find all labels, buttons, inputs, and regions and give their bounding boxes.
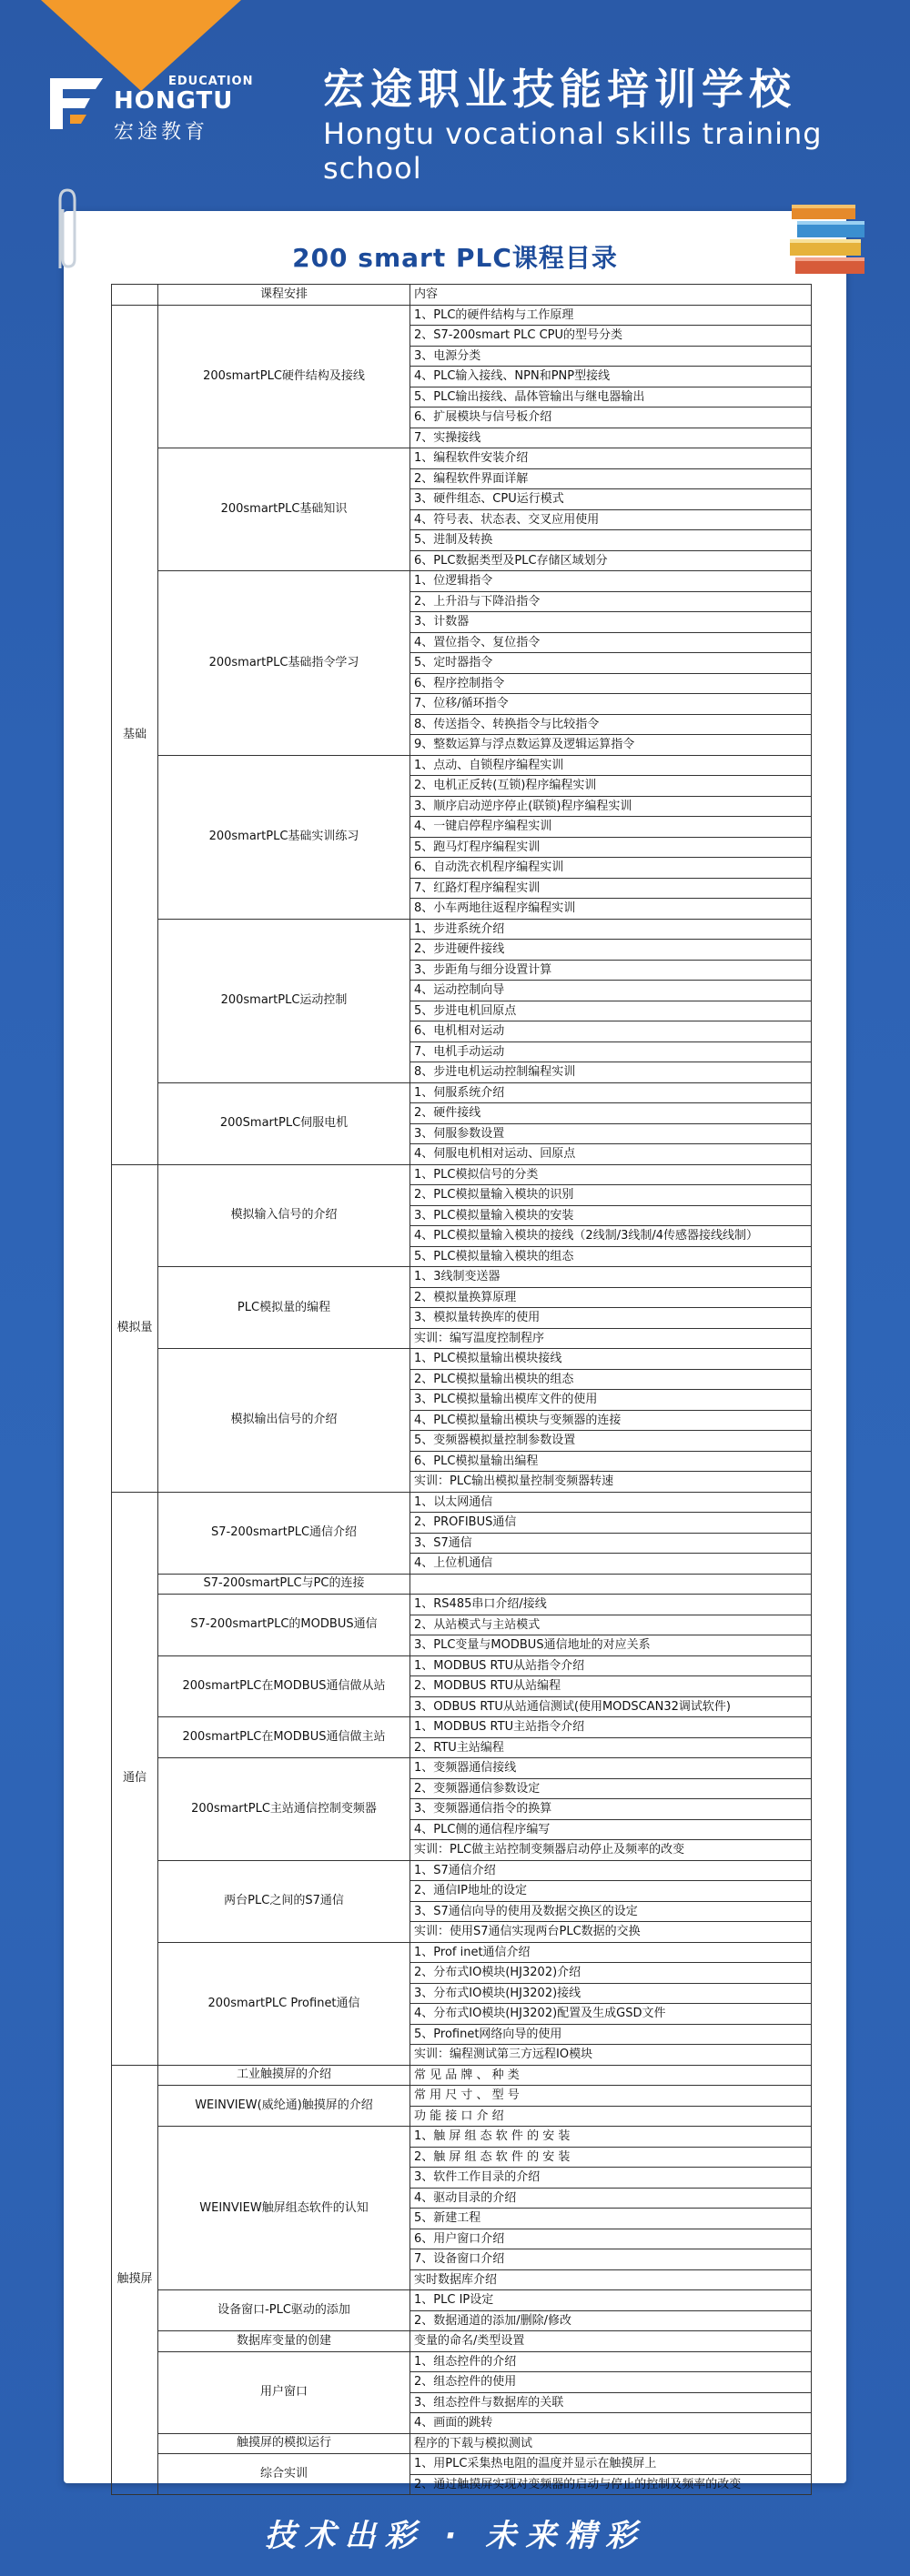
- content-item-cell: 2、变频器通信参数设定: [410, 1778, 812, 1799]
- content-item-cell: 3、ODBUS RTU从站通信测试(使用MODSCAN32调试软件): [410, 1696, 812, 1717]
- content-item-cell: 3、PLC模拟量输出模库文件的使用: [410, 1390, 812, 1411]
- module-cell: 综合实训: [158, 2454, 410, 2495]
- module-cell: PLC模拟量的编程: [158, 1267, 410, 1349]
- content-item-cell: 4、驱动目录的介绍: [410, 2188, 812, 2209]
- content-item-cell: 2、RTU主站编程: [410, 1737, 812, 1758]
- table-header-row: [112, 285, 812, 306]
- content-item-cell: 功 能 接 口 介 绍: [410, 2106, 812, 2127]
- table-row: [112, 1574, 812, 1595]
- table-row: [112, 1164, 812, 1185]
- content-item-cell: 5、跑马灯程序编程实训: [410, 837, 812, 858]
- content-item-cell: 常 用 尺 寸 、 型 号: [410, 2086, 812, 2107]
- content-item-cell: 1、点动、自锁程序编程实训: [410, 755, 812, 776]
- module-cell: WEINVIEW(威纶通)触摸屏的介绍: [158, 2086, 410, 2127]
- content-item-cell: 5、进制及转换: [410, 530, 812, 551]
- table-row: [112, 1860, 812, 1881]
- content-item-cell: 8、步进电机运动控制编程实训: [410, 1062, 812, 1083]
- content-item-cell: 3、S7通信: [410, 1533, 812, 1554]
- module-cell: 200smartPLC主站通信控制变频器: [158, 1758, 410, 1861]
- table-row: [112, 2331, 812, 2352]
- module-cell: 200smartPLC在MODBUS通信做从站: [158, 1655, 410, 1717]
- content-item-cell: 1、编程软件安装介绍: [410, 448, 812, 469]
- content-item-cell: 实训：PLC做主站控制变频器启动停止及频率的改变: [410, 1840, 812, 1861]
- content-item-cell: 3、硬件组态、CPU运行模式: [410, 489, 812, 510]
- content-item-cell: 程序的下载与模拟测试: [410, 2433, 812, 2454]
- table-row: [112, 1267, 812, 1288]
- content-item-cell: 7、电机手动运动: [410, 1041, 812, 1062]
- content-item-cell: 4、上位机通信: [410, 1554, 812, 1575]
- content-item-cell: 7、红路灯程序编程实训: [410, 878, 812, 899]
- content-item-cell: 7、实操接线: [410, 428, 812, 448]
- content-item-cell: 1、PLC模拟信号的分类: [410, 1164, 812, 1185]
- content-item-cell: 实训：编程测试第三方远程IO模块: [410, 2045, 812, 2066]
- content-item-cell: 2、从站模式与主站模式: [410, 1615, 812, 1635]
- module-cell: 200SmartPLC伺服电机: [158, 1082, 410, 1164]
- content-item-cell: 1、MODBUS RTU主站指令介绍: [410, 1717, 812, 1738]
- table-row: [112, 2086, 812, 2107]
- content-item-cell: 实训：使用S7通信实现两台PLC数据的交换: [410, 1922, 812, 1943]
- module-cell: 模拟输出信号的介绍: [158, 1349, 410, 1493]
- category-cell: 触摸屏: [112, 2065, 158, 2495]
- content-item-cell: 6、自动洗衣机程序编程实训: [410, 858, 812, 879]
- module-cell: 200smartPLC运动控制: [158, 919, 410, 1082]
- header-category-cell: [112, 285, 158, 306]
- content-item-cell: 8、传送指令、转换指令与比较指令: [410, 714, 812, 735]
- content-item-cell: 6、电机相对运动: [410, 1021, 812, 1042]
- table-row: [112, 1349, 812, 1370]
- course-table: [111, 284, 812, 2495]
- content-item-cell: 2、数据通道的添加/删除/修改: [410, 2310, 812, 2331]
- table-row: [112, 1595, 812, 1615]
- course-card: [64, 211, 846, 2491]
- table-row: [112, 1082, 812, 1103]
- content-item-cell: 5、新建工程: [410, 2209, 812, 2229]
- card-title: 200 smart PLC课程目录: [292, 243, 618, 273]
- content-item-cell: 3、S7通信向导的使用及数据交换区的设定: [410, 1901, 812, 1922]
- content-item-cell: 实时数据库介绍: [410, 2269, 812, 2290]
- module-cell: 200smartPLC基础指令学习: [158, 571, 410, 756]
- content-item-cell: 1、伺服系统介绍: [410, 1082, 812, 1103]
- module-cell: 200smartPLC基础知识: [158, 448, 410, 571]
- content-item-cell: 2、通过触摸屏实现对变频器的启动与停止的控制及频率的改变: [410, 2474, 812, 2495]
- table-row: [112, 1942, 812, 1963]
- content-item-cell: 1、以太网通信: [410, 1492, 812, 1513]
- content-item-cell: 4、一键启停程序编程实训: [410, 817, 812, 838]
- table-row: [112, 1655, 812, 1676]
- content-item-cell: 5、PLC输出接线、晶体管输出与继电器输出: [410, 387, 812, 408]
- hongtu-logo-icon: [50, 78, 105, 129]
- content-item-cell: 1、MODBUS RTU从站指令介绍: [410, 1655, 812, 1676]
- books-icon: [783, 196, 874, 282]
- content-item-cell: 变量的命名/类型设置: [410, 2331, 812, 2352]
- logo-education-text: EDUCATION: [168, 75, 254, 88]
- module-cell: S7-200smartPLC的MODBUS通信: [158, 1595, 410, 1656]
- content-item-cell: 实训：PLC输出模拟量控制变频器转速: [410, 1472, 812, 1493]
- table-row: [112, 1492, 812, 1513]
- school-name-en: Hongtu vocational skills training school: [323, 116, 823, 186]
- content-item-cell: 2、组态控件的使用: [410, 2372, 812, 2393]
- module-cell: 用户窗口: [158, 2351, 410, 2433]
- content-item-cell: 6、PLC模拟量输出编程: [410, 1451, 812, 1472]
- school-name-cn: 宏途职业技能培训学校: [323, 65, 796, 114]
- content-item-cell: 4、PLC侧的通信程序编写: [410, 1819, 812, 1840]
- content-item-cell: 4、伺服电机相对运动、回原点: [410, 1144, 812, 1165]
- table-row: [112, 2290, 812, 2311]
- table-row: [112, 2065, 812, 2086]
- content-item-cell: 2、通信IP地址的设定: [410, 1881, 812, 1902]
- module-cell: 触摸屏的模拟运行: [158, 2433, 410, 2454]
- content-item-cell: 1、PLC的硬件结构与工作原理: [410, 305, 812, 326]
- content-item-cell: 2、硬件接线: [410, 1103, 812, 1124]
- table-row: [112, 755, 812, 776]
- content-item-cell: 8、小车两地往返程序编程实训: [410, 899, 812, 920]
- category-cell: 基础: [112, 305, 158, 1164]
- content-item-cell: 4、运动控制向导: [410, 981, 812, 1001]
- content-item-cell: 1、组态控件的介绍: [410, 2351, 812, 2372]
- content-item-cell: 2、PROFIBUS通信: [410, 1513, 812, 1534]
- content-item-cell: 2、MODBUS RTU从站编程: [410, 1676, 812, 1697]
- content-item-cell: 5、PLC模拟量输入模块的组态: [410, 1246, 812, 1267]
- content-item-cell: 4、画面的跳转: [410, 2413, 812, 2434]
- content-item-cell: 1、PLC IP设定: [410, 2290, 812, 2311]
- content-item-cell: 2、PLC模拟量输出模块的组态: [410, 1369, 812, 1390]
- table-row: [112, 571, 812, 592]
- content-item-cell: 4、PLC输入接线、NPN和PNP型接线: [410, 367, 812, 387]
- header-module-cell: 课程安排: [158, 285, 410, 306]
- table-row: [112, 2127, 812, 2148]
- module-cell: 数据库变量的创建: [158, 2331, 410, 2352]
- content-item-cell: 1、变频器通信接线: [410, 1758, 812, 1779]
- table-row: [112, 305, 812, 326]
- content-item-cell: 常 见 品 牌 、 种 类: [410, 2065, 812, 2086]
- table-row: [112, 919, 812, 940]
- table-row: [112, 1758, 812, 1779]
- content-item-cell: 1、S7通信介绍: [410, 1860, 812, 1881]
- content-item-cell: 3、伺服参数设置: [410, 1123, 812, 1144]
- module-cell: 200smartPLC Profinet通信: [158, 1942, 410, 2065]
- content-item-cell: 3、顺序启动逆序停止(联锁)程序编程实训: [410, 796, 812, 817]
- content-item-cell: 2、上升沿与下降沿指令: [410, 591, 812, 612]
- content-item-cell: 2、步进硬件接线: [410, 940, 812, 961]
- logo-brand-name: HONGTU: [114, 87, 234, 115]
- content-item-cell: 6、程序控制指令: [410, 673, 812, 694]
- content-item-cell: 3、软件工作目录的介绍: [410, 2168, 812, 2189]
- module-cell: S7-200smartPLC通信介绍: [158, 1492, 410, 1574]
- content-item-cell: 5、定时器指令: [410, 653, 812, 674]
- content-item-cell: 3、电源分类: [410, 346, 812, 367]
- content-item-cell: 6、扩展模块与信号板介绍: [410, 408, 812, 428]
- table-row: [112, 2433, 812, 2454]
- content-item-cell: 7、位移/循环指令: [410, 694, 812, 715]
- content-item-cell: 5、步进电机回原点: [410, 1001, 812, 1021]
- content-item-cell: 3、步距角与细分设置计算: [410, 960, 812, 981]
- content-item-cell: 2、模拟量换算原理: [410, 1287, 812, 1308]
- module-cell: 两台PLC之间的S7通信: [158, 1860, 410, 1942]
- content-item-cell: 3、PLC模拟量输入模块的安装: [410, 1205, 812, 1226]
- content-item-cell: 1、用PLC采集热电阻的温度并显示在触摸屏上: [410, 2454, 812, 2475]
- module-cell: 设备窗口-PLC驱动的添加: [158, 2290, 410, 2331]
- content-item-cell: 2、电机正反转(互锁)程序编程实训: [410, 776, 812, 797]
- content-item-cell: 6、用户窗口介绍: [410, 2229, 812, 2249]
- module-cell: WEINVIEW触屏组态软件的认知: [158, 2127, 410, 2290]
- content-item-cell: 2、分布式IO模块(HJ3202)介绍: [410, 1963, 812, 1984]
- content-item-cell: 3、变频器通信指令的换算: [410, 1799, 812, 1820]
- content-item-cell: 7、设备窗口介绍: [410, 2249, 812, 2270]
- module-cell: 200smartPLC基础实训练习: [158, 755, 410, 919]
- content-item-cell: 9、整数运算与浮点数运算及逻辑运算指令: [410, 735, 812, 756]
- content-item-cell: 1、步进系统介绍: [410, 919, 812, 940]
- slogan: 技术出彩 · 未来精彩: [264, 2518, 646, 2554]
- content-item-cell: 2、S7-200smart PLC CPU的型号分类: [410, 326, 812, 347]
- table-row: [112, 2454, 812, 2475]
- content-item-cell: 4、符号表、状态表、交叉应用使用: [410, 509, 812, 530]
- content-item-cell: 4、PLC模拟量输入模块的接线（2线制/3线制/4传感器接线线制）: [410, 1226, 812, 1247]
- content-item-cell: 1、RS485串口介绍/接线: [410, 1595, 812, 1615]
- module-cell: 200smartPLC硬件结构及接线: [158, 305, 410, 448]
- content-item-cell: [410, 1574, 812, 1595]
- category-cell: 模拟量: [112, 1164, 158, 1492]
- module-cell: 工业触摸屏的介绍: [158, 2065, 410, 2086]
- table-row: [112, 448, 812, 469]
- content-item-cell: 2、编程软件界面详解: [410, 468, 812, 489]
- table-row: [112, 1717, 812, 1738]
- content-item-cell: 6、PLC数据类型及PLC存储区域划分: [410, 550, 812, 571]
- content-item-cell: 4、PLC模拟量输出模块与变频器的连接: [410, 1410, 812, 1431]
- content-item-cell: 1、PLC模拟量输出模块接线: [410, 1349, 812, 1370]
- content-item-cell: 3、PLC变量与MODBUS通信地址的对应关系: [410, 1635, 812, 1656]
- content-item-cell: 3、分布式IO模块(HJ3202)接线: [410, 1983, 812, 2004]
- content-item-cell: 1、3线制变送器: [410, 1267, 812, 1288]
- content-item-cell: 5、Profinet网络向导的使用: [410, 2024, 812, 2045]
- content-item-cell: 4、分布式IO模块(HJ3202)配置及生成GSD文件: [410, 2004, 812, 2025]
- content-item-cell: 3、计数器: [410, 612, 812, 633]
- content-item-cell: 1、Prof inet通信介绍: [410, 1942, 812, 1963]
- content-item-cell: 4、置位指令、复位指令: [410, 632, 812, 653]
- content-item-cell: 2、PLC模拟量输入模块的识别: [410, 1185, 812, 1206]
- content-item-cell: 5、变频器模拟量控制参数设置: [410, 1431, 812, 1452]
- table-row: [112, 2351, 812, 2372]
- content-item-cell: 2、触 屏 组 态 软 件 的 安 装: [410, 2147, 812, 2168]
- category-cell: 通信: [112, 1492, 158, 2065]
- header: [0, 0, 910, 186]
- content-item-cell: 实训：编写温度控制程序: [410, 1328, 812, 1349]
- logo-brand-name-cn: 宏途教育: [114, 121, 209, 144]
- module-cell: 模拟输入信号的介绍: [158, 1164, 410, 1267]
- header-content-cell: 内容: [410, 285, 812, 306]
- content-item-cell: 3、模拟量转换库的使用: [410, 1308, 812, 1329]
- module-cell: 200smartPLC在MODBUS通信做主站: [158, 1717, 410, 1758]
- paperclip-icon: [53, 186, 80, 277]
- module-cell: S7-200smartPLC与PC的连接: [158, 1574, 410, 1595]
- content-item-cell: 1、触 屏 组 态 软 件 的 安 装: [410, 2127, 812, 2148]
- content-item-cell: 3、组态控件与数据库的关联: [410, 2392, 812, 2413]
- content-item-cell: 1、位逻辑指令: [410, 571, 812, 592]
